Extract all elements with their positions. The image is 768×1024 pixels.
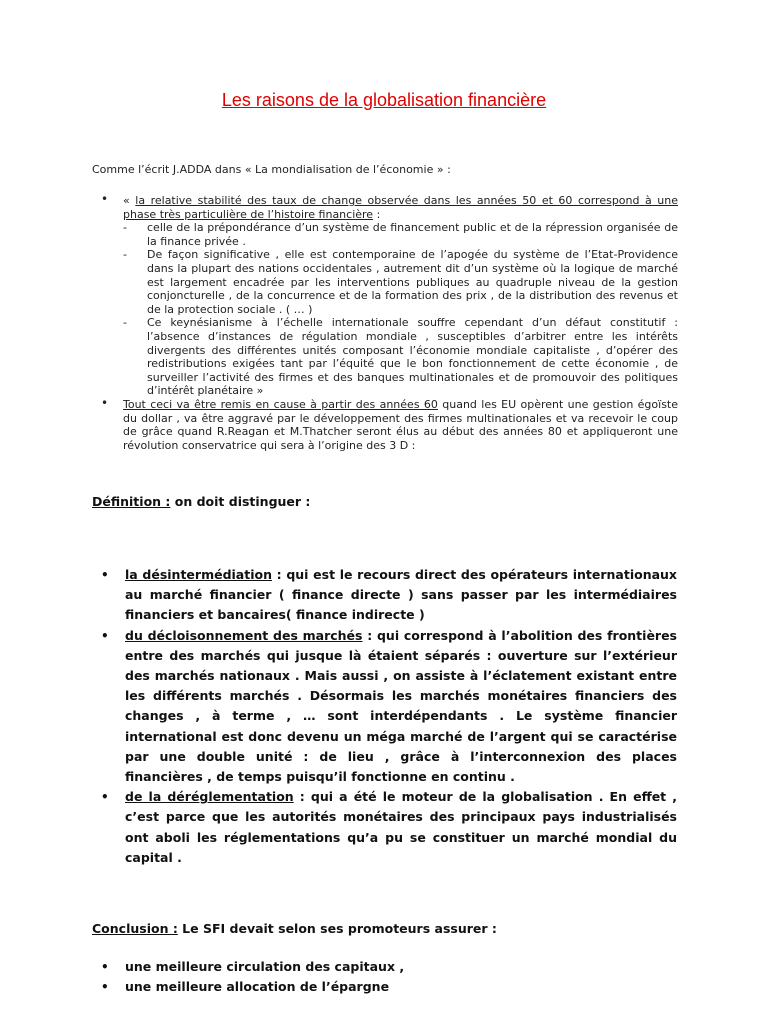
definition-text: on doit distinguer : [170, 494, 311, 509]
page-title: Les raisons de la globalisation financière [221, 90, 547, 110]
context-list [101, 192, 679, 452]
sub-list [123, 221, 678, 398]
bullet-icon: • [101, 568, 109, 582]
sub-list-item [123, 221, 678, 248]
definition-item [101, 565, 677, 626]
dash-icon: - [123, 221, 127, 235]
sub-item-text: celle de la prépondérance d’un système de financement public et de la répression organisée de la finance privée . [147, 221, 678, 248]
quote-lead: « [123, 194, 136, 207]
conclusion-heading [92, 921, 497, 936]
definition-term: de la déréglementation [125, 789, 294, 805]
dash-icon: - [123, 248, 127, 262]
bullet-icon: • [101, 960, 109, 974]
conclusion-item-text: une meilleure circulation des capitaux , [125, 959, 405, 974]
sub-list-item [123, 248, 678, 316]
definition-list [101, 565, 678, 868]
definition-term: la désintermédiation [125, 567, 272, 582]
conclusion-label: Conclusion : [92, 921, 178, 936]
definition-item [101, 626, 678, 788]
bullet-icon: • [101, 790, 109, 805]
underlined-text: Tout ceci va être remis en cause à partir des années 60 [123, 397, 438, 411]
conclusion-item [101, 977, 677, 997]
definition-body: : qui est le recours direct des opérateurs internationaux au marché financier ( finance directe ) sans passer par les intermédiaires financiers et bancaires( finance indirecte ) [125, 567, 677, 623]
sub-list-item [123, 316, 678, 398]
list-item [101, 192, 678, 398]
definition-term: du décloisonnement des marchés [125, 627, 363, 643]
bullet-icon: • [101, 628, 109, 643]
bullet-icon: • [101, 395, 109, 410]
conclusion-list [101, 957, 677, 997]
underlined-text: la relative stabilité des taux de change observée dans les années 50 et 60 correspond à une phase très particulière de l’histoire financière [123, 194, 678, 221]
definition-label: Définition : [92, 494, 171, 509]
sub-item-text: Ce keynésianisme à l’échelle internationale souffre cependant d’un défaut constitutif : l’absence d’instances de régulation mondiale , susceptibles d’arbitrer entre les intérêts divergents des différentes unités composant l’économie mondiale capitaliste , d’opérer des redistributions exigées tant par l’équité que le bon fonctionnement de cette économie , de surveiller l’activité des firmes et des banques multinationales et de promouvoir des politiques d’intérêt planétaire » [147, 316, 678, 398]
definition-body: : qui correspond à l’abolition des frontières entre des marchés qui jusque là étaient séparés : ouverture sur l’extérieur des marchés nationaux . Mais aussi , on assiste à l’éclatement existant entre les différents marchés . Désormais les marchés monétaires financiers des changes , à terme , … sont interdépendants . Le système financier international est donc devenu un méga marché de l’argent qui se caractérise par une double unité : de lieu , grâce à l’interconnexion des places financières , de temps puisqu’il fonctionne en continu . [125, 627, 678, 785]
item-tail: : [373, 207, 381, 221]
list-item [101, 395, 679, 452]
dash-icon: - [123, 316, 127, 330]
definition-heading [92, 494, 310, 509]
sub-item-text: De façon significative , elle est contemporaine de l’apogée du système de l’Etat-Providence dans la plupart des nations occidentales , autrement dit d’un système où la logique de marché est largement encadrée par les interventions publiques au quadruple niveau de la gestion conjoncturelle , de la concurrence et de la formation des prix , de la distribution des revenus et de la protection sociale . ( … ) [147, 248, 678, 316]
conclusion-item [101, 957, 677, 977]
item-tail: quand les EU opèrent une gestion égoïste du dollar , va être aggravé par le développement des firmes multinationales et va recevoir le coup de grâce quand R.Reagan et M.Thatcher seront élus au début des années 80 et appliqueront une révolution conservatrice qui sera à l’origine des 3 D : [123, 397, 679, 452]
intro-paragraph: Comme l’écrit J.ADDA dans « La mondialisation de l’économie » : [92, 163, 451, 176]
definition-body: : qui a été le moteur de la globalisation . En effet , c’est parce que les autorités monétaires des principaux pays industrialisés ont aboli les réglementations qu’a pu se constituer un marché mondial du capital . [125, 789, 677, 865]
conclusion-text: Le SFI devait selon ses promoteurs assurer : [177, 921, 497, 936]
conclusion-item-text: une meilleure allocation de l’épargne [125, 979, 390, 994]
bullet-icon: • [101, 192, 109, 206]
bullet-icon: • [101, 980, 109, 994]
definition-item [101, 787, 677, 868]
